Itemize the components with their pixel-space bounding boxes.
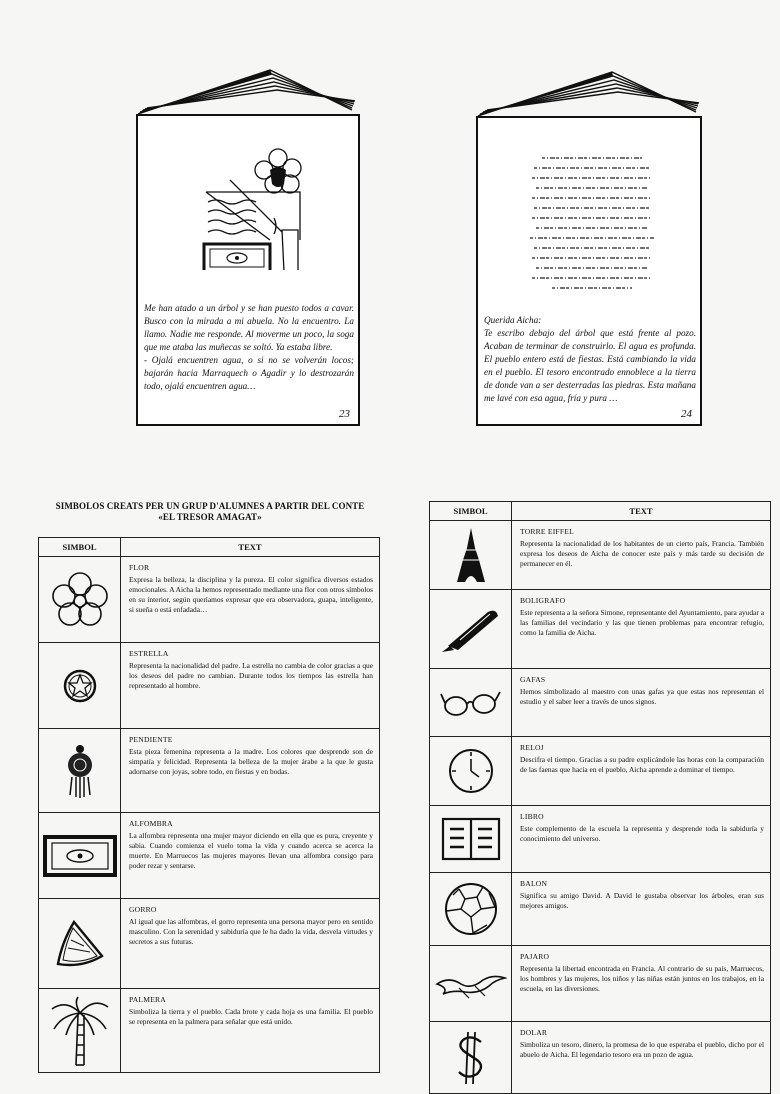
arabic-script-block — [522, 152, 662, 302]
symbol-name: TORRE EIFFEL — [520, 527, 574, 536]
symbol-name: PALMERA — [129, 995, 166, 1004]
page-panel — [136, 114, 360, 426]
page-number: 24 — [681, 408, 692, 420]
symbol-name: PENDIENTE — [129, 735, 173, 744]
pen-icon — [440, 606, 502, 652]
glasses-icon — [440, 688, 502, 718]
flower-icon — [49, 570, 111, 630]
eiffel-tower-icon — [453, 526, 489, 584]
symbol-name: ESTRELLA — [129, 649, 169, 658]
table-row — [430, 946, 771, 1022]
dollar-icon — [453, 1030, 489, 1086]
story-illustration — [200, 140, 320, 270]
symbols-table-left — [38, 537, 380, 1073]
table-row — [39, 557, 380, 643]
table-row — [430, 1022, 771, 1094]
symbol-name: DOLAR — [520, 1028, 548, 1037]
symbol-name: BOLIGRAFO — [520, 596, 566, 605]
table-row — [430, 669, 771, 737]
star-icon — [60, 666, 100, 706]
story-text: Querida Aicha: Te escribo debajo del árbol que está frente al pozo. Acaban de terminar de construirlo. El agua es profunda. El pueblo entero está de fiestas. Está cambiando la vida en el pueblo. El tesoro encontrado ennoblece a la tierra de donde van a ser desterradas las piedras. Esta mañana me lavé con esa agua, fría y pura … — [484, 315, 696, 403]
bird-icon — [435, 968, 507, 1000]
symbol-name: FLOR — [129, 563, 150, 572]
palm-tree-icon — [48, 995, 112, 1067]
table-row — [430, 737, 771, 806]
book-page-23 — [130, 62, 365, 428]
ball-icon — [443, 881, 499, 937]
symbol-name: PAJARO — [520, 952, 550, 961]
symbol-description: Significa su amigo David. A David le gustaba observar los árboles, eran sus mejores amigos. — [520, 891, 764, 910]
symbol-name: BALON — [520, 879, 548, 888]
symbol-description: Simboliza la tierra y el pueblo. Cada brote y cada hoja es una familia. El pueblo se representa en la palmera para señalar que está unido. — [129, 1007, 373, 1026]
table-header-row — [430, 502, 771, 521]
table-title: SIMBOLOS CREATS PER UN GRUP D'ALUMNES A PARTIR DEL CONTE «EL TRESOR AMAGAT» — [55, 501, 365, 522]
book-pages-stack-icon — [130, 62, 365, 122]
symbol-description: Este complemento de la escuela la representa y desprende toda la sabiduría y conocimiento del universo. — [520, 824, 764, 843]
symbol-description: Descifra el tiempo. Gracias a su padre explicándole las horas con la comparación de las faenas que hacía en el pueblo, Aicha aprende a dominar el tiempo. — [520, 755, 764, 774]
table-row — [430, 521, 771, 590]
symbol-column-header: SIMBOL — [39, 538, 121, 557]
symbol-description: Representa la nacionalidad de los habitantes de un cierto país, Francia. También expresa los deseos de Aicha de conocer este país y más tarde su decisión de permanecer en él. — [520, 539, 764, 568]
symbol-description: Hemos simbolizado al maestro con unas gafas ya que estas nos representan el estudio y el saber leer a través de unos signos. — [520, 687, 764, 706]
clock-icon — [446, 746, 496, 796]
book-pages-stack-icon — [470, 62, 710, 122]
symbol-name: GAFAS — [520, 675, 546, 684]
symbol-description: La alfombra representa una mujer mayor diciendo en ella que es pura, creyente y sabia. Cuando comienza el vuelo toma la vida y cuando acerca se acerca la muerte. En Marruecos las mujeres mayores llevan una alfombra consigo para poder rezar y sentarse. — [129, 831, 373, 870]
table-row — [430, 590, 771, 669]
story-text: Me han atado a un árbol y se han puesto todos a cavar. Busco con la mirada a mi abuela. No la encuentro. La llamo. Nadie me responde. Al moverme un poco, la soga que me ataba las muñecas se soltó. Ya estaba libre. - Ojalá encuentren agua, o si no se volverán locos; bajarán hacia Marraquech o Agadir y lo destrozarán todo, ojalá encuentren agua… — [144, 303, 354, 391]
symbol-description: Esta pieza femenina representa a la madre. Los colores que desprende son de simpatía y felicidad. Representa la belleza de la mujer árabe a la que le gusta adornarse con joyas, sobre todo, en fiestas y en bodas. — [129, 747, 373, 776]
text-column-header: TEXT — [121, 538, 380, 557]
table-row — [39, 813, 380, 899]
book-icon — [440, 816, 502, 862]
table-header-row — [39, 538, 380, 557]
hat-icon — [52, 918, 108, 970]
table-row — [39, 989, 380, 1073]
symbol-description: Este representa a la señora Simone, representante del Ayuntamiento, para ayudar a las familias del vecindario y las que tienen problemas para encontrar refugio, como la familia de Aicha. — [520, 608, 764, 637]
carpet-icon — [43, 835, 117, 877]
table-row — [430, 873, 771, 946]
page-number: 23 — [339, 408, 350, 420]
symbol-description: Al igual que las alfombras, el gorro representa una persona mayor pero en sentido masculino. Con la serenidad y sabiduría que le ha dado la vida, desvela virtudes y secretos a sus futuras. — [129, 917, 373, 946]
symbol-description: Expresa la belleza, la disciplina y la pureza. El color significa diversos estados emocionales. A Aicha la hemos representado mediante una flor con otros símbolos en su interior, según queríamos expresar que era observadora, guapa, inteligente, si sueña o está enfadada… — [129, 575, 373, 614]
table-row — [39, 899, 380, 989]
symbol-name: LIBRO — [520, 812, 544, 821]
page-panel — [476, 116, 702, 426]
book-page-24 — [470, 62, 710, 428]
text-column-header: TEXT — [512, 502, 771, 521]
symbols-table-right — [429, 501, 771, 1094]
table-row — [39, 643, 380, 729]
symbol-column-header: SIMBOL — [430, 502, 512, 521]
symbol-description: Simboliza un tesoro, dinero, la promesa de lo que esperaba el pueblo, dicho por el abuelo de Aicha. El legendario tesoro era un pozo de agua. — [520, 1040, 764, 1059]
table-row — [39, 729, 380, 813]
table-row — [430, 806, 771, 873]
symbol-description: Representa la nacionalidad del padre. La estrella no cambia de color gracias a que los deseos del padre no cambian. Durante todos los tiempos las estrella han representado al hombre. — [129, 661, 373, 690]
symbol-description: Representa la libertad encontrada en Francia. Al contrario de su país, Marruecos, los hombres y las mujeres, los niños y las niñas están juntos en los trabajos, en la escuela, en las diversiones. — [520, 964, 764, 993]
symbol-name: RELOJ — [520, 743, 544, 752]
symbol-name: GORRO — [129, 905, 157, 914]
pendant-icon — [62, 743, 98, 799]
symbol-name: ALFOMBRA — [129, 819, 173, 828]
